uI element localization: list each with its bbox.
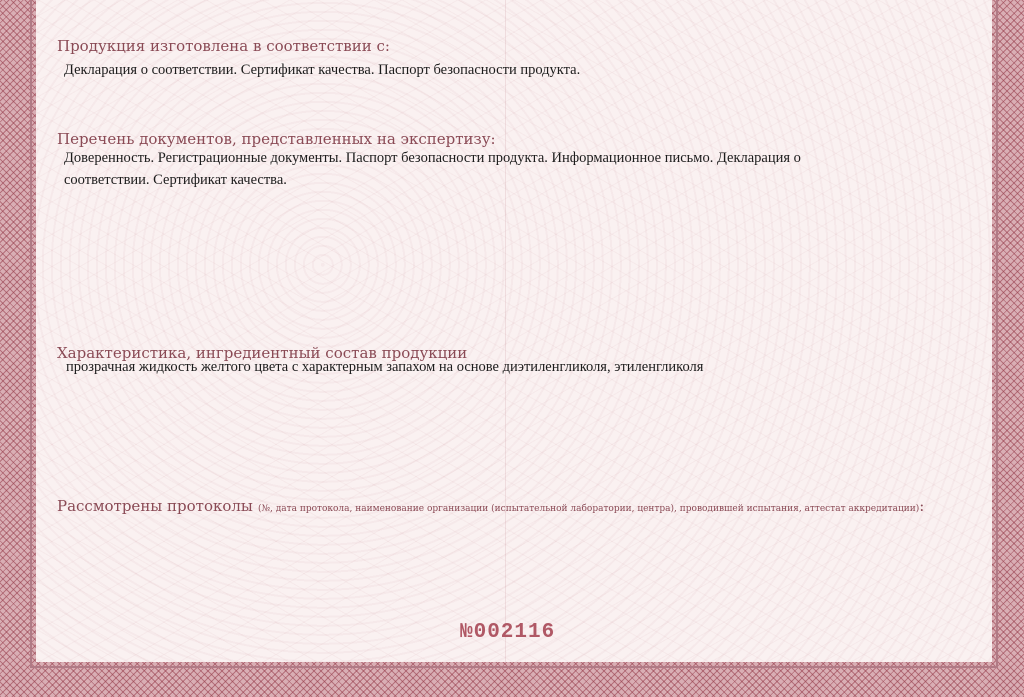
documents-heading: Перечень документов, представленных на экспертизу:: [57, 130, 496, 148]
manufactured-text: Декларация о соответствии. Сертификат качества. Паспорт безопасности продукта.: [64, 62, 581, 78]
fold-line: [505, 0, 506, 662]
protocols-title: Рассмотрены протоколы: [57, 497, 253, 515]
documents-text-line-1: Доверенность. Регистрационные документы. Паспорт безопасности продукта. Информационное письмо. Декларация о: [64, 150, 801, 166]
manufactured-heading: Продукция изготовлена в соответствии с:: [57, 37, 390, 55]
documents-text-line-2: соответствии. Сертификат качества.: [64, 172, 287, 188]
protocols-note: (№, дата протокола, наименование организации (испытательной лаборатории, центра), проводившей испытания, аттестат аккредитации): [257, 504, 920, 514]
protocols-heading: [57, 496, 924, 515]
serial-number: №002116: [460, 621, 556, 644]
characteristics-text: прозрачная жидкость желтого цвета с характерным запахом на основе диэтиленгликоля, этиленгликоля: [66, 359, 704, 375]
certificate-paper: [36, 0, 992, 662]
protocols-colon: :: [919, 497, 925, 515]
characteristics-heading: Характеристика, ингредиентный состав продукции: [57, 344, 468, 362]
